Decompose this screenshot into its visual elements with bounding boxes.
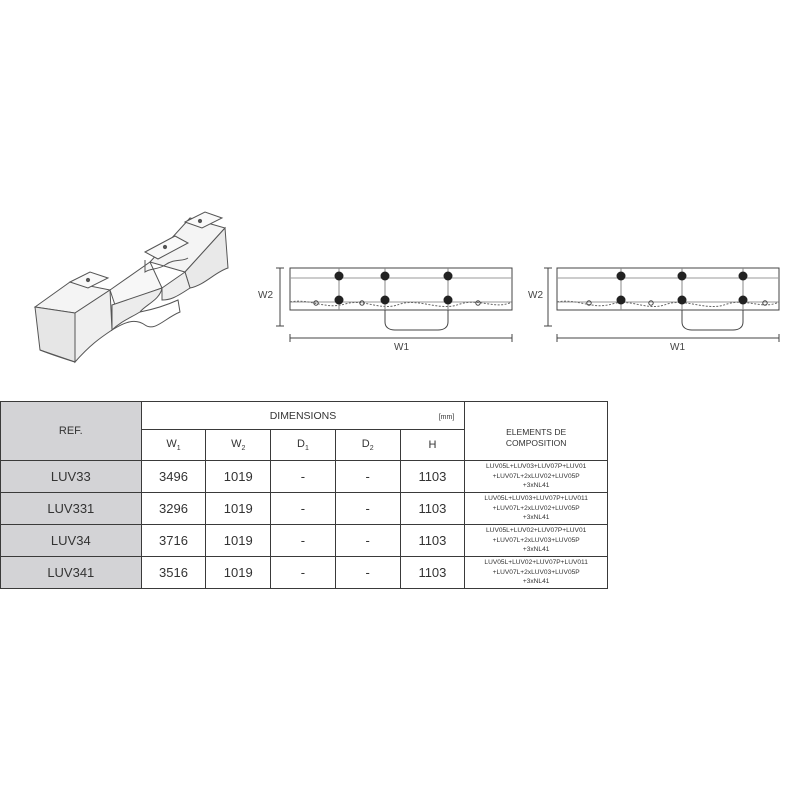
elements-header: [465, 402, 608, 461]
column-header-d1: [271, 430, 336, 461]
cell-elements: [465, 461, 608, 493]
cell-w2: 1019: [206, 493, 271, 525]
cell-w1: 3496: [141, 461, 206, 493]
specifications-table: [0, 401, 608, 589]
elements-line: +3xNL41: [522, 514, 550, 522]
elements-line: LUV05L+LUV02+LUV07P+LUV01: [486, 527, 587, 535]
elements-line: +LUV07L+2xLUV03+LUV05P: [492, 536, 580, 544]
col-letter: H: [428, 439, 437, 451]
cell-w2: 1019: [206, 525, 271, 557]
w2-label-left: W2: [258, 290, 273, 301]
elements-line: LUV05L+LUV03+LUV07P+LUV01: [486, 463, 587, 471]
w1-label-left: W1: [394, 342, 409, 353]
table-row: [1, 461, 608, 493]
cell-w2: 1019: [206, 461, 271, 493]
w2-label-right: W2: [528, 290, 543, 301]
table-row: [1, 557, 608, 589]
elements-line: +LUV07L+2xLUV03+LUV05P: [492, 568, 580, 576]
elements-line: +LUV07L+2xLUV02+LUV05P: [492, 504, 580, 512]
col-letter: W: [231, 437, 242, 450]
elements-line: +3xNL41: [522, 578, 550, 586]
cell-d2: -: [335, 525, 400, 557]
col-sub: 1: [304, 445, 309, 453]
cell-d1: -: [271, 493, 336, 525]
column-header-w2: [206, 430, 271, 461]
cell-d1: -: [271, 557, 336, 589]
col-sub: 2: [241, 445, 246, 453]
table-row: [1, 493, 608, 525]
row-ref: LUV331: [1, 493, 142, 525]
elements-line: LUV05L+LUV02+LUV07P+LUV011: [484, 559, 588, 567]
elements-line: LUV05L+LUV03+LUV07P+LUV011: [484, 495, 588, 503]
table-row: [1, 525, 608, 557]
plan-drawing-right: [544, 268, 779, 342]
row-ref: LUV33: [1, 461, 142, 493]
row-ref: LUV341: [1, 557, 142, 589]
cell-h: 1103: [400, 557, 465, 589]
cell-elements: [465, 525, 608, 557]
cell-d1: -: [271, 461, 336, 493]
col-letter: D: [361, 437, 370, 450]
cell-elements: [465, 557, 608, 589]
cell-d1: -: [271, 525, 336, 557]
col-letter: D: [297, 437, 305, 450]
elements-header-line1: ELEMENTS DE: [506, 427, 567, 437]
col-sub: 2: [369, 445, 374, 453]
dimensions-header: [141, 402, 465, 430]
col-letter: W: [166, 437, 177, 450]
unit-label: [mm]: [438, 414, 455, 421]
plan-drawing-left: [276, 268, 512, 342]
cell-h: 1103: [400, 493, 465, 525]
cell-w1: 3716: [141, 525, 206, 557]
col-sub: 1: [176, 445, 181, 453]
column-header-d2: [335, 430, 400, 461]
elements-line: +3xNL41: [522, 482, 550, 490]
dimensions-title: DIMENSIONS: [269, 409, 337, 422]
cell-w1: 3516: [141, 557, 206, 589]
ref-header: REF.: [1, 402, 142, 461]
elements-header-line2: COMPOSITION: [505, 438, 567, 448]
cell-h: 1103: [400, 525, 465, 557]
cell-d2: -: [335, 461, 400, 493]
elements-line: +LUV07L+2xLUV02+LUV05P: [492, 472, 580, 480]
w1-label-right: W1: [670, 342, 685, 353]
cell-w2: 1019: [206, 557, 271, 589]
cell-d2: -: [335, 557, 400, 589]
row-ref: LUV34: [1, 525, 142, 557]
column-header-w1: [141, 430, 206, 461]
elements-line: +3xNL41: [522, 546, 550, 554]
cell-elements: [465, 493, 608, 525]
cell-h: 1103: [400, 461, 465, 493]
cell-w1: 3296: [141, 493, 206, 525]
cell-d2: -: [335, 493, 400, 525]
column-header-h: [400, 430, 465, 461]
